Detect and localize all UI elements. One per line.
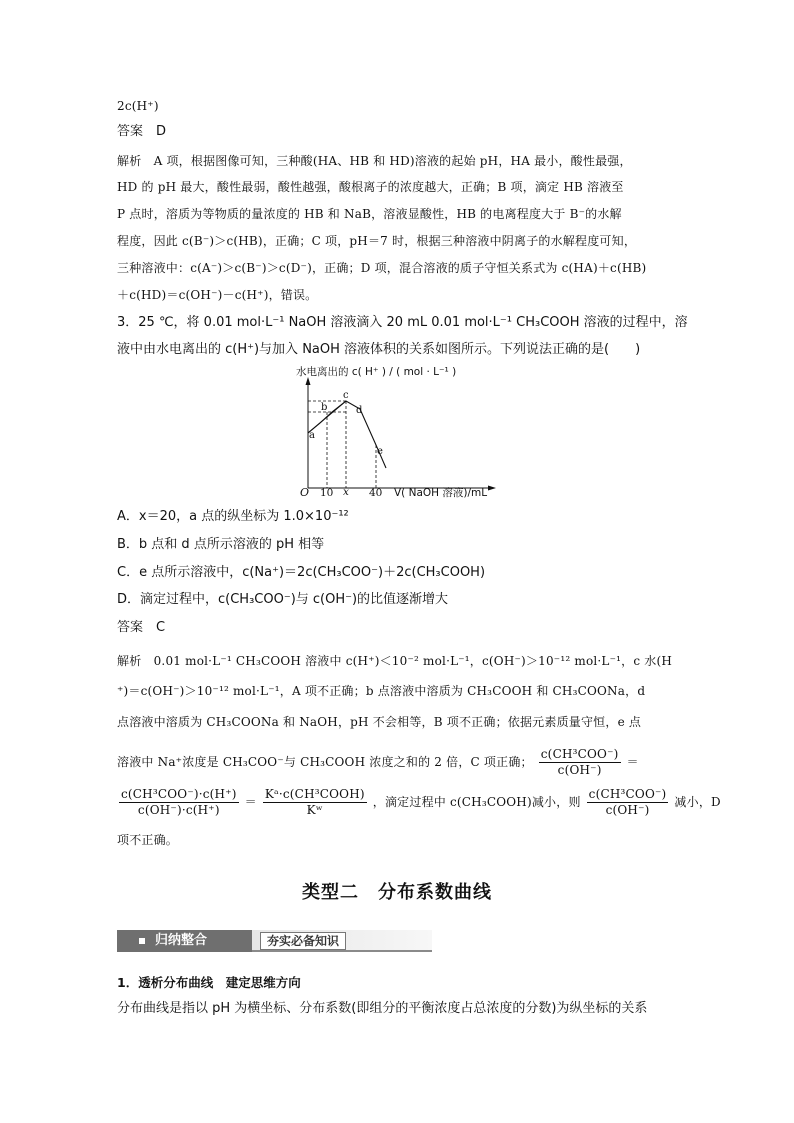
square-bullet-icon (139, 938, 145, 944)
fraction-expanded (119, 787, 239, 818)
q3-explanation-line-4-text: 溶液中 Na⁺浓度是 CH₃COO⁻与 CH₃COOH 浓度之和的 2 倍，C 项正确； (117, 755, 533, 769)
section-banner (117, 930, 432, 952)
graph-point-e: e (377, 446, 383, 457)
q3-explanation-line-3: 点溶液中溶质为 CH₃COONa 和 NaOH，pH 不会相等，B 项不正确；依据元素质量守恒，e 点 (117, 715, 642, 729)
graph-xtick-40: 40 (369, 487, 383, 499)
banner-right-label: 夯实必备知识 (260, 932, 346, 950)
section-title: 类型二 分布系数曲线 (302, 882, 492, 903)
fraction-kw-denominator: Kʷ (306, 803, 323, 817)
graph-point-d: d (356, 405, 363, 416)
q3-explanation-line-4 (117, 747, 639, 778)
option-b: B．b 点和 d 点所示溶液的 pH 相等 (117, 537, 325, 552)
banner-left-label: 归纳整合 (155, 933, 208, 948)
fraction-ratio-numerator: c(CH³COO⁻) (540, 747, 619, 761)
q3-answer-label: 答案 C (117, 620, 166, 635)
q3-end-text: 减小，D (674, 795, 721, 809)
prev-answer-label: 答案 D (117, 124, 167, 139)
graph-xlabel: V( NaOH 溶液)/mL (394, 487, 488, 499)
banner-right (252, 930, 432, 952)
question-3-line-2: 液中由水电离出的 c(H⁺)与加入 NaOH 溶液体积的关系如图所示。下列说法正确的是( ) (117, 342, 641, 357)
q3-explanation-line-5 (117, 787, 721, 818)
fraction-ratio-2 (587, 787, 669, 818)
fraction-ratio-2-numerator: c(CH³COO⁻) (588, 787, 667, 801)
q3-explanation-line-1: 解析 0.01 mol·L⁻¹ CH₃COOH 溶液中 c(H⁺)＜10⁻² mol·L⁻¹，c(OH⁻)＞10⁻¹² mol·L⁻¹，c 水(H (117, 654, 673, 668)
fraction-ka-kw (263, 787, 367, 818)
prev-explanation-line-6: ＋c(HD)＝c(OH⁻)－c(H⁺)，错误。 (117, 288, 318, 302)
graph-xtick-x: x (343, 486, 349, 498)
q3-explanation-last-line: 项不正确。 (117, 833, 179, 847)
section-body-line: 分布曲线是指以 pH 为横坐标、分布系数(即组分的平衡浓度占总浓度的分数)为纵坐标的关系 (117, 1001, 648, 1016)
graph-point-a: a (309, 430, 315, 441)
prev-answer-tail: 2c(H⁺) (117, 99, 159, 113)
prev-explanation-line-2: HD 的 pH 最大，酸性最弱，酸性越强，酸根离子的浓度越大，正确；B 项，滴定 HB 溶液至 (117, 180, 624, 194)
question-3-line-1: 3．25 ℃，将 0.01 mol·L⁻¹ NaOH 溶液滴入 20 mL 0.01 mol·L⁻¹ CH₃COOH 溶液的过程中，溶 (117, 315, 688, 330)
q3-mid-text: ，滴定过程中 c(CH₃COOH)减小，则 (372, 795, 581, 809)
fraction-ratio (539, 747, 621, 778)
banner-left (117, 930, 252, 952)
fraction-ratio-2-denominator: c(OH⁻) (605, 803, 650, 817)
prev-explanation-line-5: 三种溶液中：c(A⁻)＞c(B⁻)＞c(D⁻)，正确；D 项，混合溶液的质子守恒关系式为 c(HA)＋c(HB) (117, 261, 647, 275)
graph-origin: O (300, 486, 310, 499)
option-c: C．e 点所示溶液中，c(Na⁺)＝2c(CH₃COO⁻)＋2c(CH₃COOH) (117, 565, 486, 580)
equals-sign-2: ＝ (244, 795, 257, 809)
fraction-expanded-numerator: c(CH³COO⁻)·c(H⁺) (121, 787, 237, 801)
q3-explanation-line-2: ⁺)＝c(OH⁻)＞10⁻¹² mol·L⁻¹，A 项不正确；b 点溶液中溶质为 CH₃COOH 和 CH₃COONa，d (117, 684, 646, 698)
prev-explanation-line-3: P 点时，溶质为等物质的量浓度的 HB 和 NaB，溶液显酸性，HB 的电离程度大于 B⁻的水解 (117, 207, 622, 221)
fraction-ratio-denominator: c(OH⁻) (557, 763, 602, 777)
fraction-expanded-denominator: c(OH⁻)·c(H⁺) (137, 803, 220, 817)
subsection-heading: 1．透析分布曲线 建定思维方向 (117, 975, 301, 990)
prev-explanation-line-1: 解析 A 项，根据图像可知，三种酸(HA、HB 和 HD)溶液的起始 pH，HA 最小，酸性最强， (117, 154, 632, 168)
prev-explanation-line-4: 程度，因此 c(B⁻)＞c(HB)，正确；C 项，pH＝7 时，根据三种溶液中阴离子的水解程度可知， (117, 234, 637, 248)
graph-xtick-10: 10 (320, 487, 334, 499)
titration-graph (290, 365, 520, 500)
graph-ylabel: 水电离出的 c( H⁺ ) / ( mol · L⁻¹ ) (296, 366, 457, 378)
fraction-ka-numerator: Kᵃ·c(CH³COOH) (264, 787, 365, 801)
option-d: D．滴定过程中，c(CH₃COO⁻)与 c(OH⁻)的比值逐渐增大 (117, 592, 449, 607)
equals-sign: ＝ (626, 755, 639, 769)
graph-point-c: c (343, 390, 349, 401)
graph-point-b: b (321, 402, 328, 413)
option-a: A．x＝20，a 点的纵坐标为 1.0×10⁻¹² (117, 509, 349, 524)
